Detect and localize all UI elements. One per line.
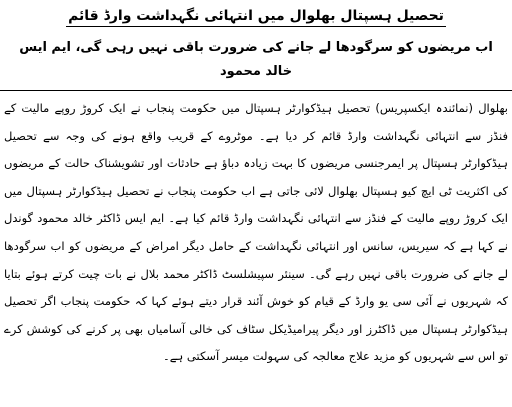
- headline: [8, 4, 504, 28]
- subheadline: اب مریضوں کو سرگودھا لے جانے کی ضرورت باقی نہیں رہی گی، ایم ایس خالد محمود: [19, 40, 493, 79]
- divider: [0, 90, 512, 91]
- article-body: بھلوال (نمائندہ ایکسپریس) تحصیل ہیڈکوارٹر ہسپتال میں حکومت پنجاب نے ایک کروڑ روپے مالیت کے فنڈز سے انتہائی نگہداشت وارڈ قائم کر دیا ہے۔ موٹروے کے قریب واقع ہونے کی وجہ سے تحصیل ہیڈکوارٹر ہسپتال پر ایمرجنسی مریضوں کا بہت زیادہ دباؤ ہے حادثات اور تشویشناک حالت کے مریضوں کی اکثریت ٹی ایچ کیو ہسپتال بھلوال لائی جاتی ہے اب حکومت پنجاب نے تحصیل ہیڈکوارٹر ہسپتال میں ایک کروڑ روپے مالیت کے فنڈز سے انتہائی نگہداشت وارڈ قائم کیا ہے۔ ایم ایس ڈاکٹر خالد محمود گوندل نے کہا ہے کہ سیریس، سانس اور انتہائی نگہداشت کے حامل دیگر امراض کے مریضوں کو اب سرگودھا لے جانے کی ضرورت باقی نہیں رہے گی۔ سینئر سپیشلسٹ ڈاکٹر محمد بلال نے بات چیت کرتے ہوئے بتایا کہ شہریوں نے آئی سی یو وارڈ کے قیام کو خوش آئند قرار دیتے ہوئے کہا کہ حکومت پنجاب اگر تحصیل ہیڈکوارٹر ہسپتال میں ڈاکٹرز اور دیگر پیرامیڈیکل سٹاف کی خالی آسامیاں بھی پر کرنے کی کوشش کرے تو اس سے شہریوں کو مزید علاج معالجہ کی سہولت میسر آسکتی ہے۔: [4, 101, 508, 364]
- headline-text: تحصیل ہسپتال بھلوال میں انتہائی نگہداشت وارڈ قائم: [66, 8, 446, 27]
